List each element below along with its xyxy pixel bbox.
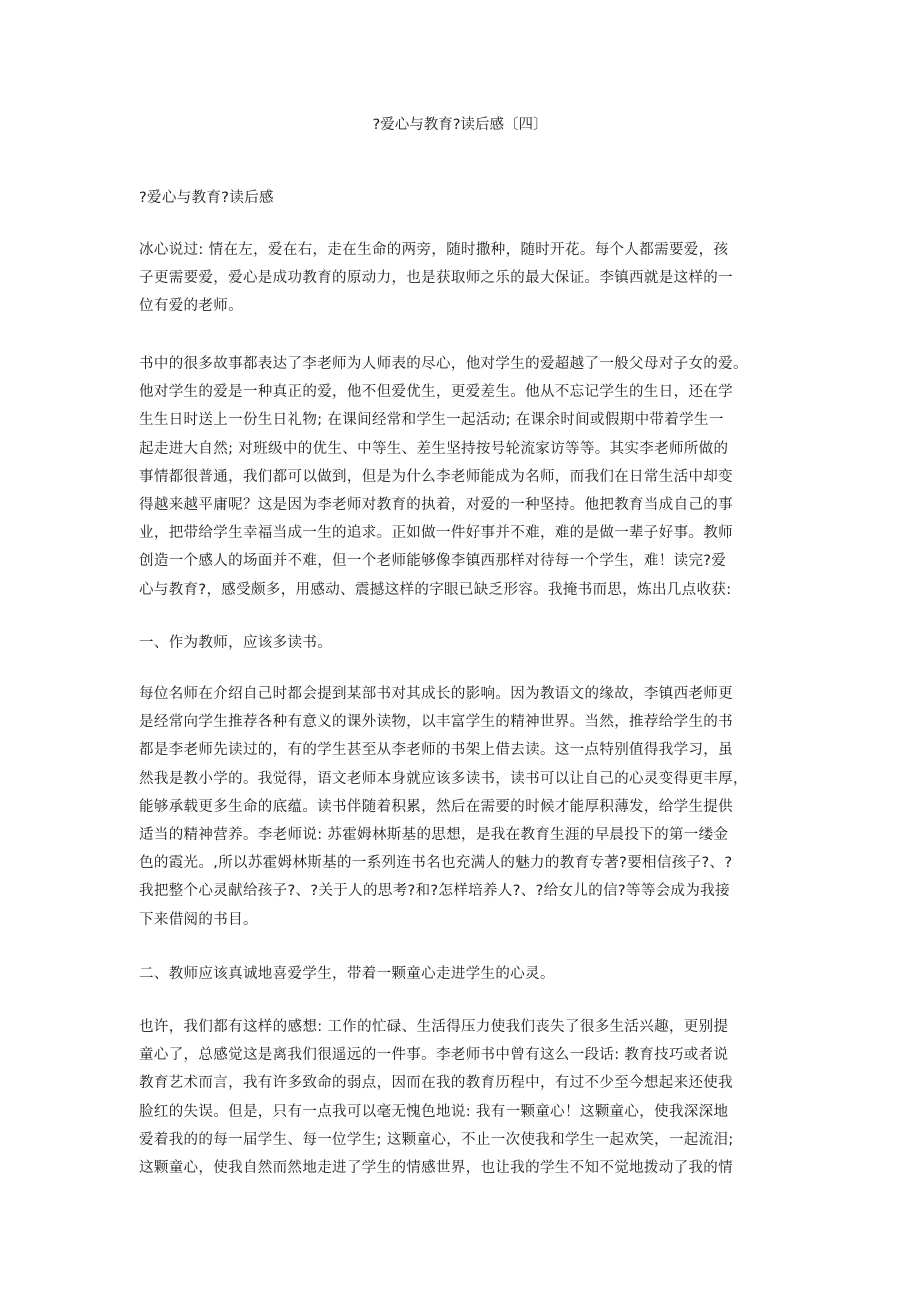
paragraph-line: 位有爱的老师。	[139, 298, 243, 315]
paragraph-line: 得越来越平庸呢？这是因为李老师对教育的执着，对爱的一种坚持。他把教育当成自己的事	[139, 496, 733, 513]
section-heading-text: 一、作为教师，应该多读书。	[139, 635, 333, 651]
paragraph-childlike-heart	[139, 1013, 804, 1182]
paragraph-line: 都是李老师先读过的，有的学生甚至从李老师的书架上借去读。这一点特别值得我学习，虽	[139, 742, 733, 759]
paragraph-reading	[139, 680, 804, 934]
paragraph-line: 冰心说过: 情在左，爱在右，走在生命的两旁，随时撒种，随时开花。每个人都需要爱，孩	[139, 242, 729, 258]
paragraph-line: 适当的精神营养。李老师说: 苏霍姆林斯基的思想，是我在教育生涯的早晨投下的第一缕金	[139, 826, 729, 843]
paragraph-line: 他对学生的爱是一种真正的爱，他不但爱优生，更爱差生。他从不忘记学生的生日，还在学	[139, 384, 733, 401]
paragraph-line: 童心了，总感觉这是离我们很遥远的一件事。李老师书中曾有这么一段话: 教育技巧或者说	[139, 1047, 729, 1064]
paragraph-line: 也许，我们都有这样的感想: 工作的忙碌、生活得压力使我们丧失了很多生活兴趣，更别提	[139, 1019, 729, 1035]
section-heading-text: 二、教师应该真诚地喜爱学生，带着一颗童心走进学生的心灵。	[139, 966, 555, 982]
paragraph-line: 子更需要爱，爱心是成功教育的原动力，也是获取师之乐的最大保证。李镇西就是这样的一	[139, 270, 733, 287]
paragraph-line: 生生日时送上一份生日礼物; 在课间经常和学生一起活动; 在课余时间或假期中带着学生一	[139, 412, 724, 429]
paragraph-line: 能够承载更多生命的底蕴。读书伴随着积累，然后在需要的时候才能厚积薄发，给学生提供	[139, 798, 733, 815]
paragraph-line: 我把整个心灵献给孩子?、?关于人的思考?和?怎样培养人?、?给女儿的信?等等会成为我接	[139, 883, 730, 900]
section-heading-1	[139, 629, 804, 657]
paragraph-line: 每位名师在介绍自己时都会提到某部书对其成长的影响。因为教语文的缘故，李镇西老师更	[139, 686, 733, 702]
paragraph-line: 教育艺术而言，我有许多致命的弱点，因而在我的教育历程中，有过不少至今想起来还使我	[139, 1075, 733, 1092]
document-title: ?爱心与教育?读后感〔四〕	[372, 117, 548, 133]
paragraph-line: 心与教育?，感受颇多，用感动、震撼这样的字眼已缺乏形容。我掩书而思，炼出几点收获:	[139, 581, 732, 598]
paragraph-line: 色的霞光。,所以苏霍姆林斯基的一系列连书名也充满人的魅力的教育专著?要相信孩子?、?	[139, 855, 733, 872]
paragraph-stories	[139, 350, 804, 604]
paragraph-line: 脸红的失误。但是，只有一点我可以毫无愧色地说: 我有一颗童心！这颗童心，使我深深地	[139, 1103, 729, 1120]
paragraph-line: 然我是教小学的。我觉得，语文老师本身就应该多读书，读书可以让自己的心灵变得更丰厚，	[139, 770, 748, 787]
paragraph-line: 下来借阅的书目。	[139, 911, 258, 928]
section-heading-2	[139, 960, 804, 988]
paragraph-line: 爱着我的的每一届学生、每一位学生; 这颗童心，不止一次使我和学生一起欢笑，一起流泪;	[139, 1131, 734, 1148]
paragraph-line: 起走进大自然; 对班级中的优生、中等生、差生坚持按号轮流家访等等。其实李老师所做的	[139, 440, 729, 457]
paragraph-line: 是经常向学生推荐各种有意义的课外读物，以丰富学生的精神世界。当然，推荐给学生的书	[139, 714, 733, 731]
paragraph-intro	[139, 236, 804, 321]
document-subtitle-block	[139, 184, 804, 212]
paragraph-line: 书中的很多故事都表达了李老师为人师表的尽心，他对学生的爱超越了一般父母对子女的爱。	[139, 356, 748, 372]
paragraph-line: 创造一个感人的场面并不难，但一个老师能够像李镇西那样对待每一个学生，难！读完?爱	[139, 553, 727, 570]
document-subtitle: ?爱心与教育?读后感	[139, 190, 274, 206]
paragraph-line: 业，把带给学生幸福当成一生的追求。正如做一件好事并不难，难的是做一辈子好事。教师	[139, 525, 733, 542]
paragraph-line: 事情都很普通，我们都可以做到，但是为什么李老师能成为名师，而我们在日常生活中却变	[139, 468, 733, 485]
paragraph-line: 这颗童心，使我自然而然地走进了学生的情感世界，也让我的学生不知不觉地拨动了我的情	[139, 1159, 733, 1176]
